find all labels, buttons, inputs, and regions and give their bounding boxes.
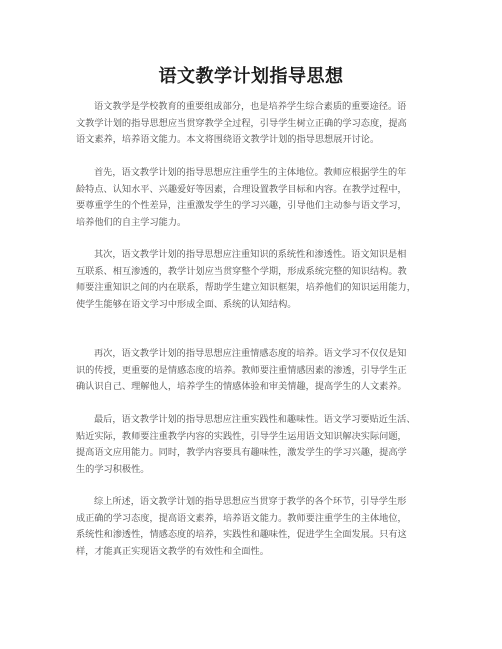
paragraph-line: 生的学习积极性。: [76, 463, 150, 475]
paragraph-line: 提高语文应用能力。同时，教学内容要具有趣味性，激发学生的学习兴趣，提高学: [76, 447, 407, 458]
paragraph-line: 文教学计划的指导思想应当贯穿教学全过程，引导学生树立正确的学习态度，提高: [76, 117, 407, 129]
paragraph-line: 互联系、相互渗透的，教学计划应当贯穿整个学期，形成系统完整的知识结构。教: [76, 265, 407, 277]
page-title: 语文教学计划指导思想: [158, 66, 344, 87]
paragraph-line: 其次，语文教学计划的指导思想应注重知识的系统性和渗透性。语文知识是相: [94, 249, 407, 260]
paragraph-conclusion: [76, 494, 432, 560]
paragraph-line: 语文教学是学校教育的重要组成部分，也是培养学生综合素质的重要途径。语: [94, 101, 407, 112]
paragraph-line: 贴近实际，教师要注重教学内容的实践性，引导学生运用语文知识解决实际问题，: [76, 430, 407, 442]
paragraph-intro: [76, 99, 432, 149]
paragraph-first: [76, 165, 432, 231]
paragraph-line: 培养他们的自主学习能力。: [76, 216, 187, 228]
paragraph-line: 再次，语文教学计划的指导思想应注重情感态度的培养。语文学习不仅仅是知: [94, 348, 407, 359]
paragraph-line: 最后，语文教学计划的指导思想应注重实践性和趣味性。语文学习要贴近生活、: [94, 414, 416, 425]
paragraph-fourth: [76, 412, 432, 478]
paragraph-third: [76, 346, 432, 396]
paragraph-line: 识的传授，更重要的是情感态度的培养。教师要注重情感因素的渗透，引导学生正: [76, 364, 407, 376]
paragraph-line: 师要注重知识之间的内在联系，帮助学生建立知识框架，培养他们的知识运用能力，: [76, 282, 416, 293]
paragraph-line: 首先，语文教学计划的指导思想应注重学生的主体地位。教师应根据学生的年: [94, 167, 407, 178]
paragraph-line: 要尊重学生的个性差异，注重激发学生的学习兴趣，引导他们主动参与语文学习，: [76, 200, 407, 211]
paragraph-line: 系统性和渗透性，情感态度的培养，实践性和趣味性，促进学生全面发展。只有这: [76, 529, 407, 540]
paragraph-line: 使学生能够在语文学习中形成全面、系统的认知结构。: [76, 298, 297, 310]
paragraph-line: 综上所述，语文教学计划的指导思想应当贯穿于教学的各个环节，引导学生形: [94, 496, 407, 507]
paragraph-line: 样，才能真正实现语文教学的有效性和全面性。: [76, 545, 269, 557]
paragraph-line: 成正确的学习态度，提高语文素养，培养语文能力。教师要注重学生的主体地位，: [76, 512, 407, 524]
paragraph-second: [76, 247, 432, 313]
paragraph-line: 龄特点、认知水平、兴趣爱好等因素，合理设置教学目标和内容。在教学过程中，: [76, 183, 407, 195]
paragraph-line: 确认识自己、理解他人，培养学生的情感体验和审美情趣，提高学生的人文素养。: [76, 381, 407, 392]
paragraph-line: 语文素养，培养语文能力。本文将围绕语文教学计划的指导思想展开讨论。: [76, 134, 380, 145]
